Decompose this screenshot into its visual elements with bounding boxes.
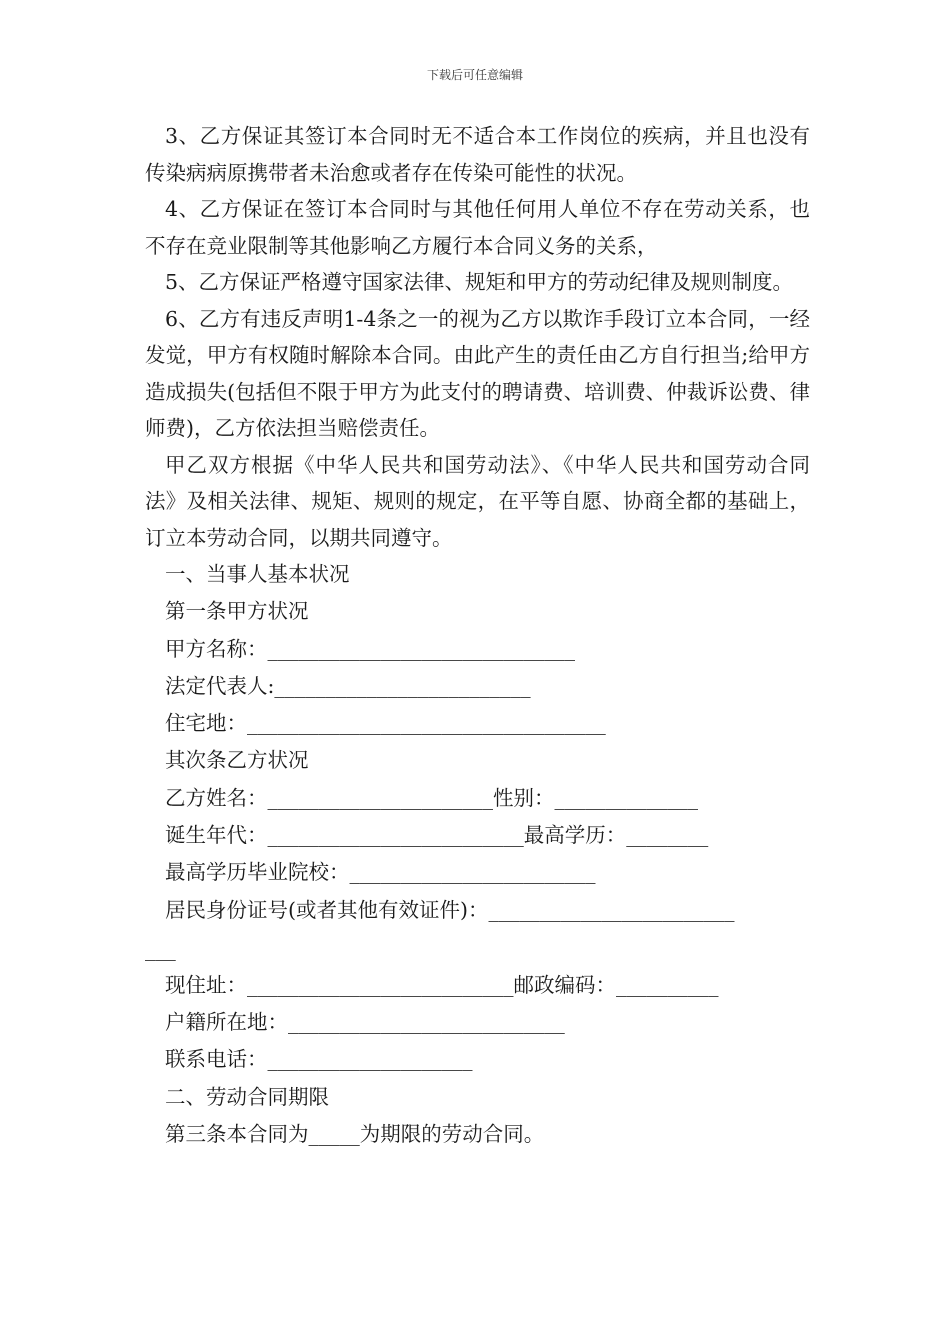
section-2-heading: 二、劳动合同期限 <box>165 1084 329 1109</box>
postcode-label: 邮政编码： <box>513 972 616 997</box>
party-a-name-blank[interactable]: ______________________________ <box>267 636 575 661</box>
clause-4: 4、乙方保证在签订本合同时与其他任何用人单位不存在劳动关系，也不存在竞业限制等其他影响乙方履行本合同义务的关系， <box>145 197 810 258</box>
residence-blank[interactable]: ___________________________________ <box>247 711 606 736</box>
term-blank[interactable]: _____ <box>308 1121 360 1146</box>
party-a-name-label: 甲方名称： <box>165 636 268 661</box>
party-b-name-blank[interactable]: ______________________ <box>267 785 493 810</box>
id-number-row <box>145 892 810 931</box>
household-label: 户籍所在地： <box>165 1009 288 1034</box>
address-label: 现住址： <box>165 972 247 997</box>
gender-label: 性别： <box>493 785 555 810</box>
residence-row <box>145 705 810 742</box>
party-a-name-row <box>145 631 810 668</box>
article-3-row <box>145 1116 810 1153</box>
birth-row <box>145 817 810 854</box>
legal-rep-blank[interactable]: _________________________ <box>274 673 531 698</box>
article-1-heading: 第一条甲方状况 <box>165 599 309 624</box>
school-label: 最高学历毕业院校： <box>165 860 350 885</box>
legal-rep-row <box>145 668 810 705</box>
address-row <box>145 967 810 1004</box>
education-label: 最高学历： <box>523 823 627 848</box>
phone-row <box>145 1041 810 1078</box>
contract-body <box>145 118 810 1153</box>
postcode-blank[interactable]: __________ <box>616 972 719 997</box>
article-2-heading: 其次条乙方状况 <box>165 748 309 773</box>
id-number-blank-cont[interactable]: ___ <box>145 936 176 961</box>
party-b-name-label: 乙方姓名： <box>165 785 268 810</box>
id-number-row-cont <box>145 931 810 967</box>
legal-rep-label: 法定代表人: <box>165 673 275 698</box>
preamble: 甲乙双方根据《中华人民共和国劳动法》、《中华人民共和国劳动合同法》及相关法律、规矩、规则的规定，在平等自愿、协商全都的基础上，订立本劳动合同，以期共同遵守。 <box>145 452 810 550</box>
household-row <box>145 1004 810 1041</box>
gender-blank[interactable]: ______________ <box>554 785 698 810</box>
party-b-name-row <box>145 780 810 817</box>
page-header: 下载后可任意编辑 <box>426 68 523 82</box>
address-blank[interactable]: __________________________ <box>247 972 514 997</box>
section-1-heading: 一、当事人基本状况 <box>165 562 350 586</box>
residence-label: 住宅地： <box>165 711 247 736</box>
id-number-blank[interactable]: ________________________ <box>488 897 735 922</box>
article-3-post: 为期限的劳动合同。 <box>359 1121 545 1146</box>
school-row <box>145 854 810 891</box>
household-blank[interactable]: ___________________________ <box>288 1009 565 1034</box>
clause-5: 5、乙方保证严格遵守国家法律、规矩和甲方的劳动纪律及规则制度。 <box>165 270 794 294</box>
phone-blank[interactable]: ____________________ <box>267 1047 473 1072</box>
birth-label: 诞生年代： <box>165 823 268 848</box>
id-number-label: 居民身份证号(或者其他有效证件)： <box>165 897 489 922</box>
clause-6: 6、乙方有违反声明1-4条之一的视为乙方以欺诈手段订立本合同，一经发觉，甲方有权随时解除本合同。由此产生的责任由乙方自行担当;给甲方造成损失(包括但不限于甲方为此支付的聘请费、培训费、仲裁诉讼费、律师费)，乙方依法担当赔偿责任。 <box>145 306 810 440</box>
education-blank[interactable]: ________ <box>626 823 709 848</box>
clause-3: 3、乙方保证其签订本合同时无不适合本工作岗位的疾病，并且也没有传染病病原携带者未治愈或者存在传染可能性的状况。 <box>145 124 810 185</box>
birth-blank[interactable]: _________________________ <box>267 823 524 848</box>
phone-label: 联系电话： <box>165 1047 268 1072</box>
school-blank[interactable]: ________________________ <box>349 860 596 885</box>
article-3-pre: 第三条本合同为 <box>165 1121 309 1146</box>
